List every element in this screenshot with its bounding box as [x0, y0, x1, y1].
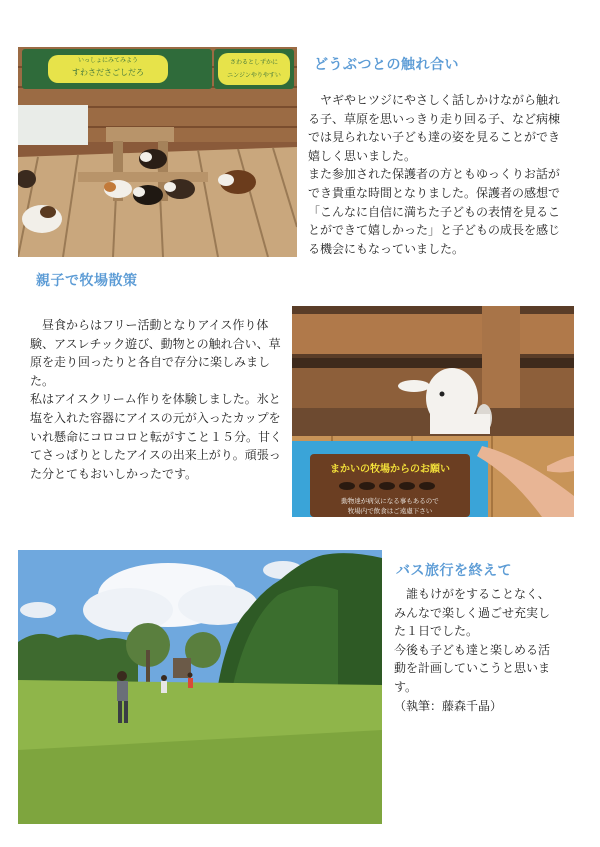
- section3-paragraph-1: 誰もけがをすることなく、みんなで楽しく過ごせ充実した１日でした。: [394, 587, 551, 639]
- sign-right-text-1: さわるとしずかに: [229, 59, 279, 66]
- goat-sign-line2: 牧場内で飲食はご遠慮下さい: [347, 507, 433, 515]
- section1-heading: どうぶつとの触れ合い: [314, 57, 459, 73]
- sign-top-text: いっしょにみてみよう: [77, 57, 139, 64]
- guinea-pig-photo: [18, 47, 297, 257]
- sign-main-text: すわさださごしだろ: [72, 68, 144, 77]
- section2-paragraph-1: 昼食からはフリー活動となりアイス作り体験、アスレチック遊び、動物との触れ合い、草原を走り回ったりと各自で存分に楽しみました。: [30, 318, 281, 388]
- section2-heading: 親子で牧場散策: [36, 273, 138, 289]
- section3-paragraph-2: 今後も子ども達と楽しめる活動を計画していこうと思います。: [394, 642, 551, 694]
- section3-heading: バス旅行を終えて: [396, 563, 512, 579]
- goat-sign-line1: 動物達が病気になる事もあるので: [341, 497, 439, 505]
- section1-paragraph-1: ヤギやヒツジにやさしく話しかけながら触れる子、草原を思いっきり走り回る子、など病棟では見られない子ども達の姿を見ることができ嬉しく思いました。: [308, 93, 561, 163]
- section1-body: [308, 91, 560, 258]
- section3-author: （執筆：藤森千晶）: [394, 698, 503, 713]
- section1-paragraph-2: また参加された保護者の方ともゆっくりお話ができ貴重な時間となりました。保護者の感想で「こんなに自信に満ちた子どもの表情を見ることができて嬉しかった」と子どもの成長を感じる機会にもなっていました。: [308, 167, 561, 256]
- section2-paragraph-2: 私はアイスクリーム作りを体験しました。氷と塩を入れた容器にアイスの元が入ったカップをいれ懸命にコロコロと転がすこと１５分。甘くてさっぱりとしたアイスの出来上がり。頑張った分とてもおいしかったです。: [30, 392, 283, 481]
- section2-body: [30, 316, 282, 483]
- meadow-photo: [18, 550, 382, 824]
- goat-sign-title: まかいの牧場からのお願い: [330, 464, 450, 475]
- goat-photo: [292, 306, 574, 517]
- sign-right-text-2: ニンジンやりやすい: [227, 72, 281, 79]
- section3-body: [394, 585, 554, 715]
